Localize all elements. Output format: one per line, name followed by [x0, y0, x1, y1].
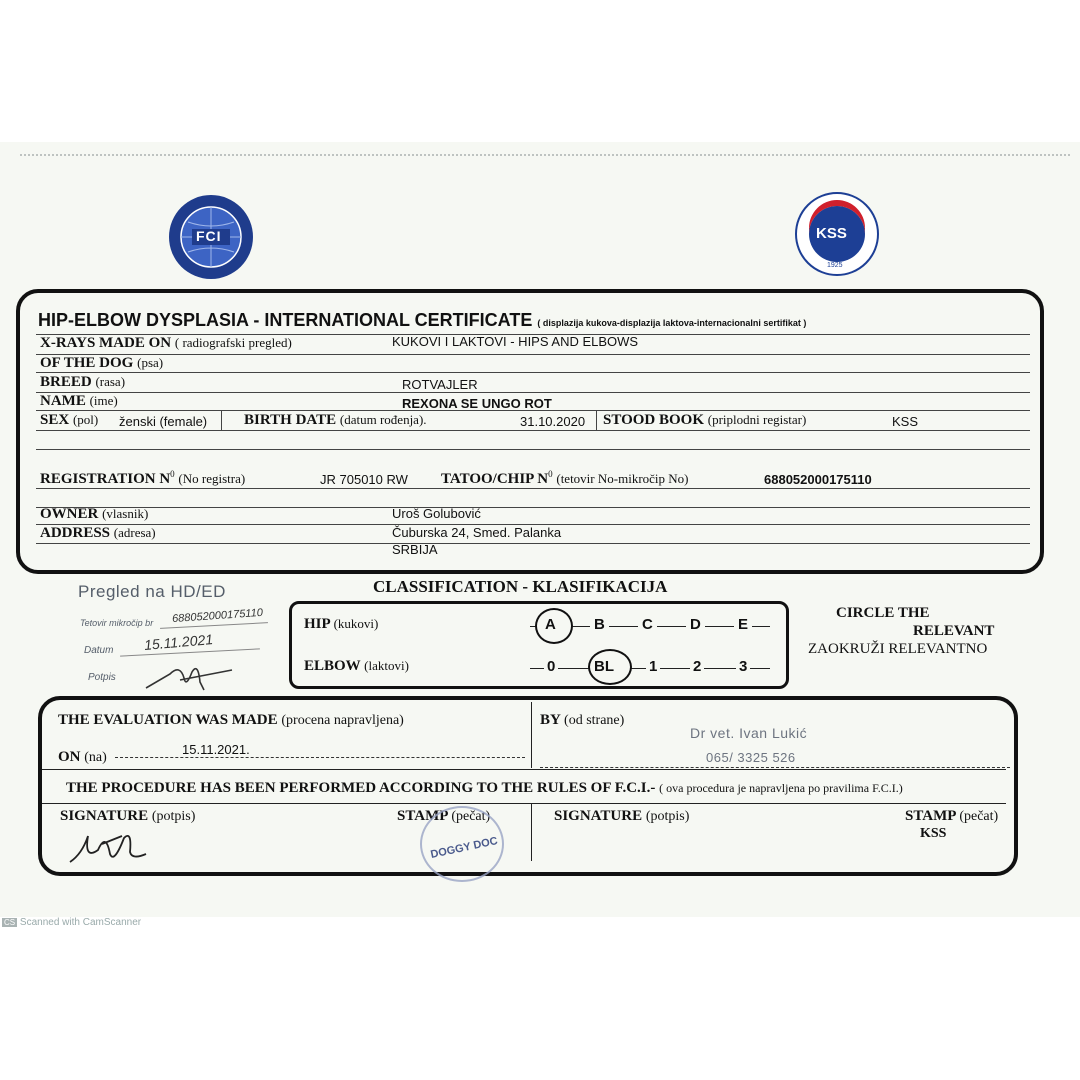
birth-value: 31.10.2020	[520, 414, 586, 429]
tetovir-value: 688052000175110	[171, 606, 264, 626]
xrays-label: X-RAYS MADE ON	[40, 335, 172, 351]
registration-row	[40, 469, 245, 488]
handwritten-signature-2	[62, 824, 162, 874]
kss-logo	[795, 192, 879, 276]
elbow-grade-0: 0	[544, 658, 558, 675]
evaluation-by-sub: (od strane)	[564, 713, 625, 728]
stood-sub: (priplodni registar)	[707, 412, 807, 427]
stood-value: KSS	[892, 414, 919, 429]
chip-label: TATOO/CHIP N	[441, 471, 549, 487]
signature1-row	[60, 808, 195, 825]
classification-title: CLASSIFICATION - KLASIFIKACIJA	[373, 577, 668, 596]
pregled-stamp: Pregled na HD/ED	[78, 582, 226, 601]
signature1-label: SIGNATURE	[60, 808, 149, 824]
elbow-label: ELBOW	[304, 658, 361, 674]
xrays-value: KUKOVI I LAKTOVI - HIPS AND ELBOWS	[392, 334, 639, 349]
registration-sub: (No registra)	[178, 471, 246, 486]
procedure-sub: ( ova procedura je napravljena po pravilima F.C.I.)	[659, 781, 903, 795]
fci-logo-text: FCI	[196, 228, 222, 244]
camscanner-icon: CS	[4, 918, 16, 927]
birth-row	[244, 412, 427, 429]
stood-row	[603, 412, 806, 429]
stamp2-sub: (pečat)	[959, 809, 999, 824]
signature2-label: SIGNATURE	[554, 808, 643, 824]
doggy-doc-stamp-text: DOGGY DOC	[429, 835, 499, 861]
datum-label: Datum	[84, 645, 114, 656]
address-line1: Čuburska 24, Smed. Palanka	[392, 525, 562, 540]
hip-grade-a: A	[545, 616, 556, 633]
datum-value: 15.11.2021	[143, 631, 214, 653]
handwritten-signature-1	[140, 654, 250, 694]
elbow-row	[304, 658, 409, 675]
hip-grade-b: B	[590, 616, 609, 633]
vet-stamp-phone: 065/ 3325 526	[706, 750, 796, 765]
signature1-sub: (potpis)	[151, 809, 196, 824]
signature2-row	[554, 808, 689, 825]
breed-value: ROTVAJLER	[402, 377, 478, 392]
evaluation-on-row	[58, 749, 107, 766]
potpis-label: Potpis	[88, 672, 116, 683]
elbow-grade-bl: BL	[594, 658, 614, 675]
name-sub: (ime)	[89, 393, 118, 408]
owner-value: Uroš Golubović	[392, 506, 481, 521]
registration-sup: 0	[170, 469, 175, 479]
name-row	[40, 393, 118, 410]
evaluation-on-value: 15.11.2021.	[182, 742, 250, 757]
scanner-text: Scanned with CamScanner	[19, 917, 142, 928]
hip-sub: (kukovi)	[333, 616, 379, 631]
evaluation-made-label: THE EVALUATION WAS MADE	[58, 712, 278, 728]
ofdog-label: OF THE DOG	[40, 355, 134, 371]
evaluation-by-label: BY	[540, 712, 561, 728]
name-value: REXONA SE UNGO ROT	[402, 396, 552, 411]
evaluation-made-row	[58, 712, 404, 729]
circle-the-text: CIRCLE THE	[836, 605, 930, 621]
breed-label: BREED	[40, 374, 92, 390]
relevant-text: RELEVANT	[913, 623, 995, 639]
certificate-title	[38, 310, 806, 331]
kss-logo-year: 1925	[827, 262, 843, 269]
chip-value: 688052000175110	[764, 472, 872, 487]
stamp1-label: STAMP	[397, 808, 448, 824]
chip-sup: 0	[548, 469, 553, 479]
ofdog-sub: (psa)	[137, 355, 164, 370]
tetovir-label: Tetovir mikročip br	[80, 618, 154, 628]
sex-value: ženski (female)	[119, 414, 208, 429]
certificate-title-sub: ( displazija kukova-displazija laktova-internacionalni sertifikat )	[537, 318, 807, 328]
stamp2-row	[905, 808, 998, 825]
stood-label: STOOD BOOK	[603, 412, 705, 428]
sex-label: SEX	[40, 412, 70, 428]
procedure-row	[66, 780, 903, 797]
fci-logo	[168, 194, 254, 280]
chip-row	[441, 469, 689, 488]
kss-logo-text: KSS	[816, 225, 847, 242]
elbow-sub: (laktovi)	[364, 658, 409, 673]
chip-sub: (tetovir No-mikročip No)	[556, 471, 689, 486]
signature2-sub: (potpis)	[645, 809, 690, 824]
procedure-label: THE PROCEDURE HAS BEEN PERFORMED ACCORDING TO THE RULES OF F.C.I.-	[66, 780, 656, 796]
breed-row	[40, 374, 125, 391]
certificate-sheet	[0, 142, 1080, 917]
evaluation-on-sub: (na)	[84, 750, 107, 765]
hip-label: HIP	[304, 616, 330, 632]
stamp1-sub: (pečat)	[451, 809, 491, 824]
scanner-footer	[0, 917, 141, 928]
xrays-sub: ( radiografski pregled)	[174, 335, 292, 350]
kss-logo-ring-text	[795, 192, 796, 193]
birth-sub: (datum rođenja).	[339, 412, 427, 427]
ofdog-row	[40, 355, 163, 372]
fci-logo-ring-text	[168, 194, 169, 195]
certificate-title-text: HIP-ELBOW DYSPLASIA - INTERNATIONAL CERTIFICATE	[38, 310, 533, 330]
owner-sub: (vlasnik)	[102, 506, 149, 521]
breed-sub: (rasa)	[95, 374, 126, 389]
owner-label: OWNER	[40, 506, 99, 522]
registration-label: REGISTRATION N	[40, 471, 171, 487]
hip-grade-d: D	[686, 616, 705, 633]
stamp2-label: STAMP	[905, 808, 956, 824]
registration-value: JR 705010 RW	[320, 472, 408, 487]
scan-top-artifact	[20, 154, 1070, 159]
sex-row	[40, 412, 98, 429]
birth-label: BIRTH DATE	[244, 412, 337, 428]
name-label: NAME	[40, 393, 86, 409]
evaluation-by-row	[540, 712, 624, 729]
address-line2: SRBIJA	[392, 542, 438, 557]
hip-row	[304, 616, 378, 633]
sex-sub: (pol)	[72, 412, 99, 427]
zaokruzi-text: ZAOKRUŽI RELEVANTNO	[808, 641, 988, 657]
hip-grade-c: C	[638, 616, 657, 633]
address-row	[40, 525, 156, 542]
elbow-grade-2: 2	[690, 658, 704, 675]
address-label: ADDRESS	[40, 525, 111, 541]
elbow-grade-1: 1	[646, 658, 660, 675]
evaluation-on-label: ON	[58, 749, 81, 765]
vet-stamp-name: Dr vet. Ivan Lukić	[690, 725, 808, 741]
owner-row	[40, 506, 148, 523]
evaluation-made-sub: (procena napravljena)	[281, 713, 404, 728]
xrays-row	[40, 335, 292, 352]
hip-grade-e: E	[734, 616, 752, 633]
address-sub: (adresa)	[113, 525, 156, 540]
elbow-grade-3: 3	[736, 658, 750, 675]
stamp2-value: KSS	[920, 826, 947, 841]
